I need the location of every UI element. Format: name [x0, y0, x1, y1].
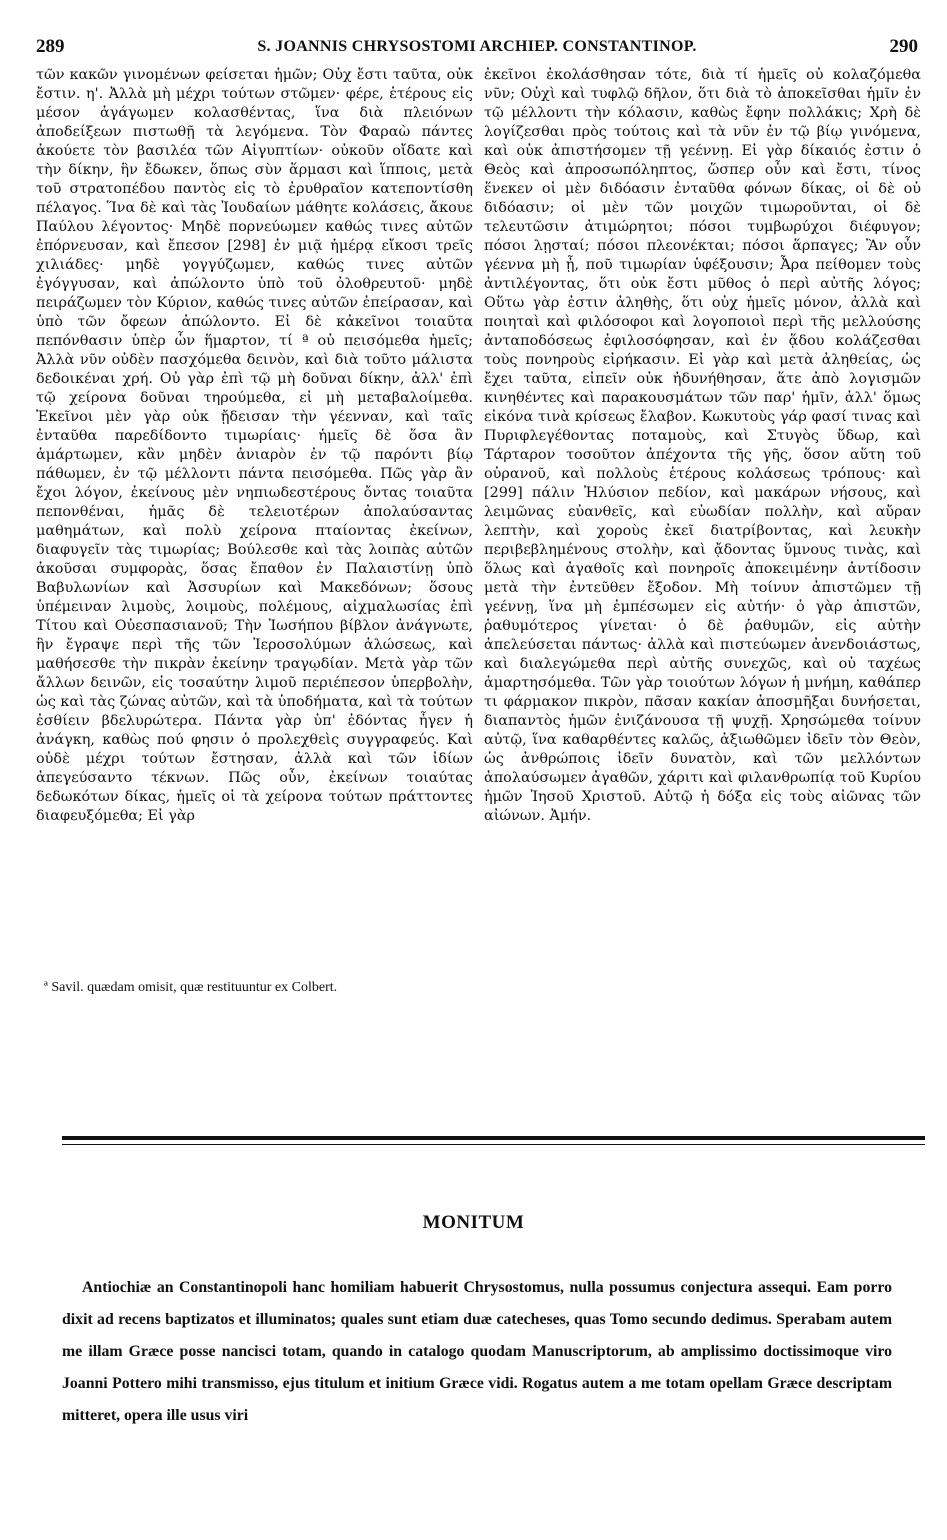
- divider-rule-thick: [62, 1136, 925, 1140]
- monitum-title: MONITUM: [422, 1212, 525, 1233]
- monitum-text: Antiochiæ an Constantinopoli hanc homiliam habuerit Chrysostomus, nulla possumus conjectura assequi. Eam porro dixit ad recens baptizatos et illuminatos; quales sunt etiam duæ catecheses, quas Tomo secundo dedimus. Sperabam autem me illam Græce posse nancisci totam, quando in catalogo quodam Manuscriptorum, ab amplissimo doctissimoque viro Joanni Pottero mihi transmisso, ejus titulum et initium Græce vidi. Rogatus autem a me totam opellam Græce descriptam mitteret, opera ille usus viri: [62, 1279, 892, 1424]
- text-column-left: [36, 66, 473, 826]
- page-number-left: 289: [36, 36, 65, 57]
- greek-text-right: ἐκεῖνοι ἐκολάσθησαν τότε, διὰ τί ἡμεῖς οὐ κολαζόμεθα νῦν; Οὐχὶ καὶ τυφλῷ δῆλον, ὅτι διὰ τὸ ἀποκεῖσθαι ἡμῖν ἐν τῷ μέλλοντι τὴν κόλασιν, καθὼς ἔφην πολλάκις; Χρὴ δὲ λογίζεσθαι πρὸς τούτοις καὶ τὰ νῦν ἐν τῷ βίῳ γινόμενα, καὶ οὐκ ἀπιστήσομεν τῇ γεέννῃ. Εἰ γὰρ δίκαιός ἐστιν ὁ Θεὸς καὶ ἀπροσωπόληπτος, ὥσπερ οὖν καὶ ἔστι, τίνος ἕνεκεν οἱ μὲν διδόασιν ἐνταῦθα φόνων δίκας, οἱ δὲ οὐ διδόασιν; οἱ μὲν τῶν μοιχῶν τιμωροῦνται, οἱ δὲ τελευτῶσιν ἀτιμώρητοι; πόσοι τυμβωρύχοι διέφυγον; πόσοι λῃσταί; πόσοι πλεονέκται; πόσοι ἅρπαγες; Ἂν οὖν γέεννα μὴ ᾖ, ποῦ τιμωρίαν ὑφέξουσιν; Ἆρα πείθομεν τοὺς ἀντιλέγοντας, ὅτι οὐκ ἔστι μῦθος ὁ περὶ αὐτῆς λόγος; Οὕτω γὰρ ἐστιν ἀληθὴς, ὅτι οὐχ ἡμεῖς μόνον, ἀλλὰ καὶ ποιηταὶ καὶ φιλόσοφοι καὶ λογοποιοὶ περὶ τῆς μελλούσης ἀνταποδόσεως ἐφιλοσόφησαν, καὶ ἐν ᾅδου κολάζεσθαι τοὺς πονηροὺς εἰρήκασιν. Εἰ γὰρ καὶ μετὰ ἀληθείας, ὡς ἔχει ταῦτα, εἰπεῖν οὐκ ἠδυνήθησαν, ἅτε ἀπὸ λογισμῶν κινηθέντες καὶ παρακουσμάτων τῶν παρ' ἡμῖν, ἀλλ' ὅμως εἰκόνα τινὰ κρίσεως ἔλαβον. Κωκυτοὺς γάρ φασί τινας καὶ Πυριφλεγέθοντας ποταμοὺς, καὶ Στυγὸς ὕδωρ, καὶ Τάρταρον τοσοῦτον ἀπέχοντα τῆς γῆς, ὅσον αὕτη τοῦ οὐρανοῦ, καὶ πολλοὺς ἑτέρους κολάσεως τρόπους· καὶ [299] πάλιν Ἠλύσιον πεδίον, καὶ μακάρων νήσους, καὶ λειμῶνας εὐανθεῖς, καὶ εὐωδίαν πολλὴν, καὶ αὔραν λεπτὴν, καὶ χοροὺς ἐκεῖ διατρίβοντας, καὶ λευκὴν περιβεβλημένους στολὴν, καὶ ᾄδοντας ὕμνους τινὰς, καὶ ὅλως καὶ ἀγαθοῖς καὶ πονηροῖς ἀποκειμένην ἀντίδοσιν μετὰ τὴν ἐντεῦθεν ἔξοδον. Μὴ τοίνυν ἀπιστῶμεν τῇ γεέννῃ, ἵνα μὴ ἐμπέσωμεν εἰς αὐτήν· ὁ γὰρ ἀπιστῶν, ῥαθυμότερος γίνεται· ὁ δὲ ῥαθυμῶν, εἰς αὐτὴν ἀπελεύσεται πάντως· ἀλλὰ καὶ πιστεύωμεν ἀνενδοιάστως, καὶ διαλεγώμεθα περὶ αὐτῆς συνεχῶς, καὶ οὐ ταχέως ἁμαρτησόμεθα. Τῶν γὰρ τοιούτων λόγων ἡ μνήμη, καθάπερ τι φάρμακον πικρὸν, πᾶσαν κακίαν ἀποσμῆξαι δυνήσεται, διαπαντὸς ἡμῶν ἐνιζάνουσα τῇ ψυχῇ. Χρησώμεθα τοίνυν αὐτῷ, ἵνα καθαρθέντες καλῶς, ἀξιωθῶμεν ἰδεῖν τὸν Θεὸν, ὡς ἀνθρώποις ἰδεῖν δυνατὸν, καὶ τῶν μελλόντων ἀπολαύσωμεν ἀγαθῶν, χάριτι καὶ φιλανθρωπίᾳ τοῦ Κυρίου ἡμῶν Ἰησοῦ Χριστοῦ. Αὐτῷ ἡ δόξα εἰς τοὺς αἰῶνας τῶν αἰώνων. Ἀμήν.: [484, 67, 921, 824]
- running-title: S. JOANNIS CHRYSOSTOMI ARCHIEP. CONSTANTINOP.: [257, 38, 697, 55]
- page-number-right: 290: [889, 36, 918, 57]
- running-header: [36, 36, 918, 66]
- footnote: ª Savil. quædam omisit, quæ restituuntur ex Colbert.: [44, 980, 338, 995]
- greek-text-left: τῶν κακῶν γινομένων φείσεται ἡμῶν; Οὐχ ἔστι ταῦτα, οὐκ ἔστιν. η'. Ἀλλὰ μὴ μέχρι τούτων στῶμεν· φέρε, ἑτέρους εἰς μέσον ἀγάγωμεν κολασθέντας, ἵνα διὰ πλειόνων ἀποδείξεων πιστωθῇ τὰ λεγόμενα. Τὸν Φαραὼ πάντες ἀκούετε τὸν βασιλέα τῶν Αἰγυπτίων· οὐκοῦν οἴδατε καὶ τὴν δίκην, ἣν ἔδωκεν, ὅπως σὺν ἅρμασι καὶ ἵπποις, μετὰ τοῦ στρατοπέδου παντὸς εἰς τὸ ἐρυθραῖον κατεποντίσθη πέλαγος. Ἵνα δὲ καὶ τὰς Ἰουδαίων μάθητε κολάσεις, ἄκουε Παύλου λέγοντος· Μηδὲ πορνεύωμεν καθώς τινες αὐτῶν ἐπόρνευσαν, καὶ ἔπεσον [298] ἐν μιᾷ ἡμέρᾳ εἴκοσι τρεῖς χιλιάδες· μηδὲ γογγύζωμεν, καθώς τινες αὐτῶν ἐγόγγυσαν, καὶ ἀπώλοντο ὑπὸ τοῦ ὀλοθρευτοῦ· μηδὲ πειράζωμεν τὸν Κύριον, καθώς τινες αὐτῶν ἐπείρασαν, καὶ ὑπὸ τῶν ὄφεων ἀπώλοντο. Εἰ δὲ κἀκεῖνοι τοιαῦτα πεπόνθασιν ὑπὲρ ὧν ἥμαρτον, τί ª οὐ πεισόμεθα ἡμεῖς; Ἀλλὰ νῦν οὐδὲν πασχόμεθα δεινὸν, καὶ διὰ τοῦτο μάλιστα δεδοικέναι χρή. Οὐ γὰρ ἐπὶ τῷ μὴ δοῦναι δίκην, ἀλλ' ἐπὶ τῷ χείρονα δοῦναι τηρούμεθα, εἰ μὴ μεταβαλοίμεθα. Ἐκεῖνοι μὲν γὰρ οὐκ ᾔδεισαν τὴν γέενναν, καὶ ταῖς ἐνταῦθα παρεδίδοντο τιμωρίαις· ἡμεῖς δὲ ὅσα ἂν ἁμάρτωμεν, κἂν μηδὲν ἀνιαρὸν ἐν τῷ παρόντι βίῳ πάθωμεν, ἐν τῷ μέλλοντι πάντα πεισόμεθα. Πῶς γὰρ ἂν ἔχοι λόγον, ἐκείνους μὲν νηπιωδεστέρους ὄντας τοιαῦτα πεπονθέναι, ἡμᾶς δὲ τελειοτέρων ἀπολαύσαντας μαθημάτων, καὶ πολὺ χείρονα πταίοντας ἐκείνων, διαφυγεῖν τὰς τιμωρίας; Βούλεσθε καὶ τὰς λοιπὰς αὐτῶν ἀκοῦσαι συμφορὰς, ὅσας ἔπαθον ἐν Παλαιστίνῃ ὑπὸ Βαβυλωνίων καὶ Ἀσσυρίων καὶ Μακεδόνων; ὅσους ὑπέμειναν λιμοὺς, λοιμοὺς, πολέμους, αἰχμαλωσίας ἐπὶ Τίτου καὶ Οὐεσπασιανοῦ; Τὴν Ἰωσήπου βίβλον ἀνάγνωτε, ἣν ἔγραψε περὶ τῆς τῶν Ἱεροσολύμων ἁλώσεως, καὶ μαθήσεσθε τὴν πικρὰν ἐκείνην τραγῳδίαν. Μετὰ γὰρ τῶν ἄλλων δεινῶν, εἰς τοσαύτην λιμοῦ περιέπεσον ὑπερβολὴν, ὡς καὶ τὰς ζώνας αὐτῶν, καὶ τὰ ὑποδήματα, καὶ τὰ τούτων ἐσθίειν βδελυρώτερα. Πάντα γὰρ ὑπ' ἐδόντας ἦγεν ἡ ἀνάγκη, καθὼς πού φησιν ὁ προλεχθεὶς συγγραφεύς. Καὶ οὐδὲ μέχρι τούτων ἔστησαν, ἀλλὰ καὶ τῶν ἰδίων ἀπεγεύσαντο τέκνων. Πῶς οὖν, ἐκείνων τοιαύτας δεδωκότων δίκας, ἡμεῖς οἱ τὰ χείρονα τούτων πράττοντες διαφευξόμεθα; Εἰ γὰρ: [36, 67, 473, 824]
- text-column-right: [484, 66, 921, 826]
- divider-rule-thin: [62, 1144, 925, 1145]
